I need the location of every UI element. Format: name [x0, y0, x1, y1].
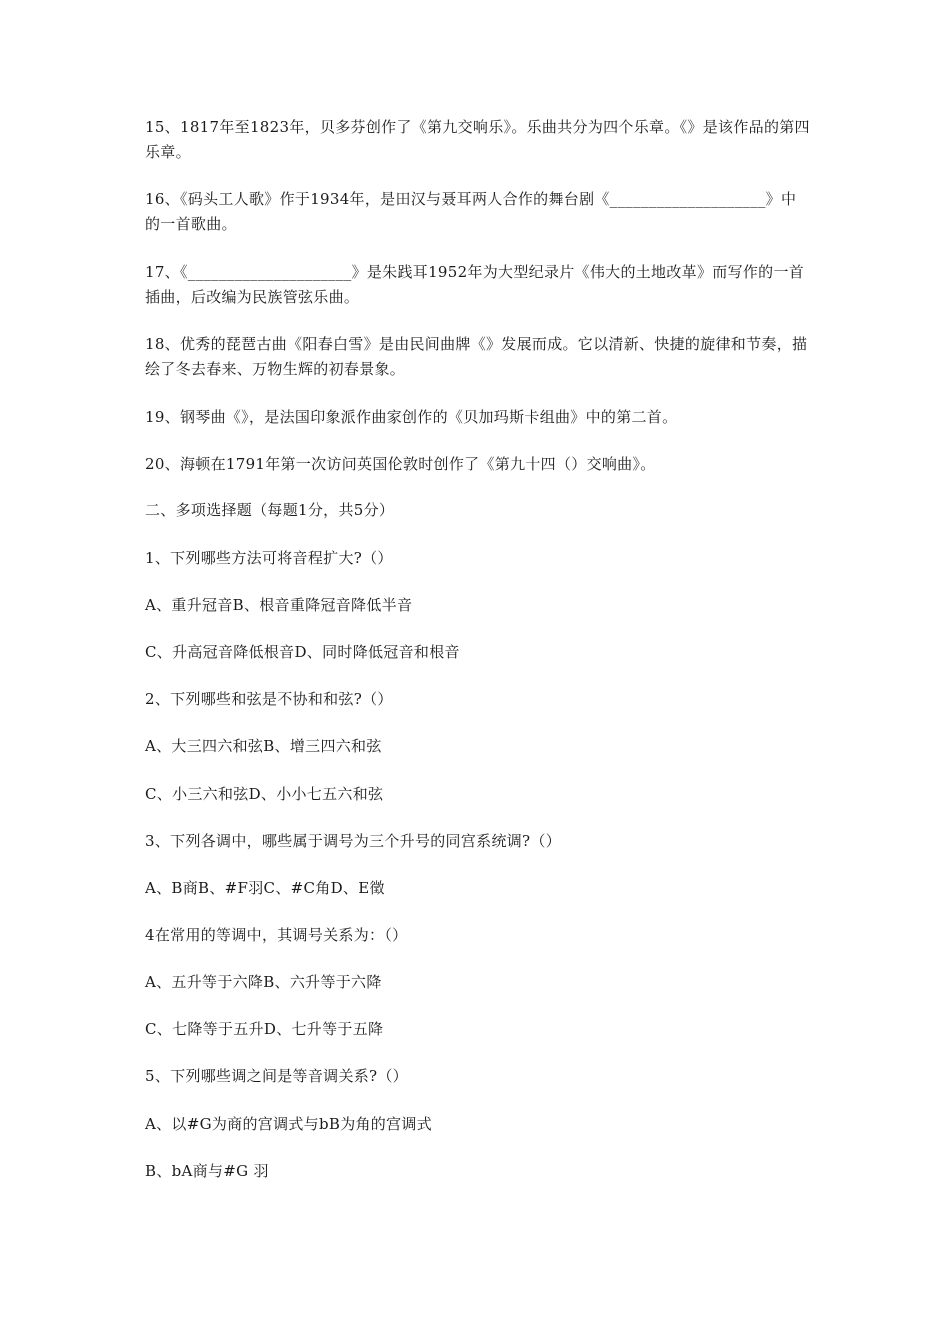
- question-19: 19、钢琴曲《》，是法国印象派作曲家创作的《贝加玛斯卡组曲》中的第二首。: [145, 408, 678, 426]
- mc-options-4b: C、七降等于五升D、七升等于五降: [145, 1020, 384, 1038]
- question-17: 17、《_____________________》是朱践耳1952年为大型纪录片《伟大的土地改革》而写作的一首插曲，后改编为民族管弦乐曲。: [145, 263, 805, 306]
- question-20: 20、海顿在1791年第一次访问英国伦敦时创作了《第九十四（）交响曲》。: [145, 455, 656, 473]
- mc-options-2a: A、大三四六和弦B、增三四六和弦: [145, 737, 382, 755]
- mc-question-5: 5、下列哪些调之间是等音调关系?（）: [145, 1067, 408, 1085]
- question-18: 18、优秀的琵琶古曲《阳春白雪》是由民间曲牌《》发展而成。它以清新、快捷的旋律和节奏，描绘了冬去春来、万物生辉的初春景象。: [145, 335, 808, 378]
- mc-options-5a: A、以#G为商的宫调式与bB为角的宫调式: [145, 1115, 433, 1133]
- mc-options-4a: A、五升等于六降B、六升等于六降: [145, 973, 382, 991]
- mc-question-2: 2、下列哪些和弦是不协和和弦?（）: [145, 690, 393, 708]
- question-15: 15、1817年至1823年，贝多芬创作了《第九交响乐》。乐曲共分为四个乐章。《》是该作品的第四乐章。: [145, 118, 810, 161]
- section-title: 二、多项选择题（每题1分，共5分）: [145, 501, 395, 519]
- mc-options-5b: B、bA商与#G 羽: [145, 1162, 269, 1180]
- mc-options-1b: C、升高冠音降低根音D、同时降低冠音和根音: [145, 643, 460, 661]
- mc-question-1: 1、下列哪些方法可将音程扩大?（）: [145, 549, 393, 567]
- mc-options-2b: C、小三六和弦D、小小七五六和弦: [145, 785, 384, 803]
- question-16: 16、《码头工人歌》作于1934年，是田汉与聂耳两人合作的舞台剧《____________________》中的一首歌曲。: [145, 190, 797, 233]
- mc-question-4: 4在常用的等调中，其调号关系为：（）: [145, 926, 408, 944]
- mc-options-1a: A、重升冠音B、根音重降冠音降低半音: [145, 596, 413, 614]
- mc-question-3: 3、下列各调中，哪些属于调号为三个升号的同宫系统调?（）: [145, 832, 561, 850]
- mc-options-3: A、B商B、#F羽C、#C角D、E徵: [145, 879, 385, 897]
